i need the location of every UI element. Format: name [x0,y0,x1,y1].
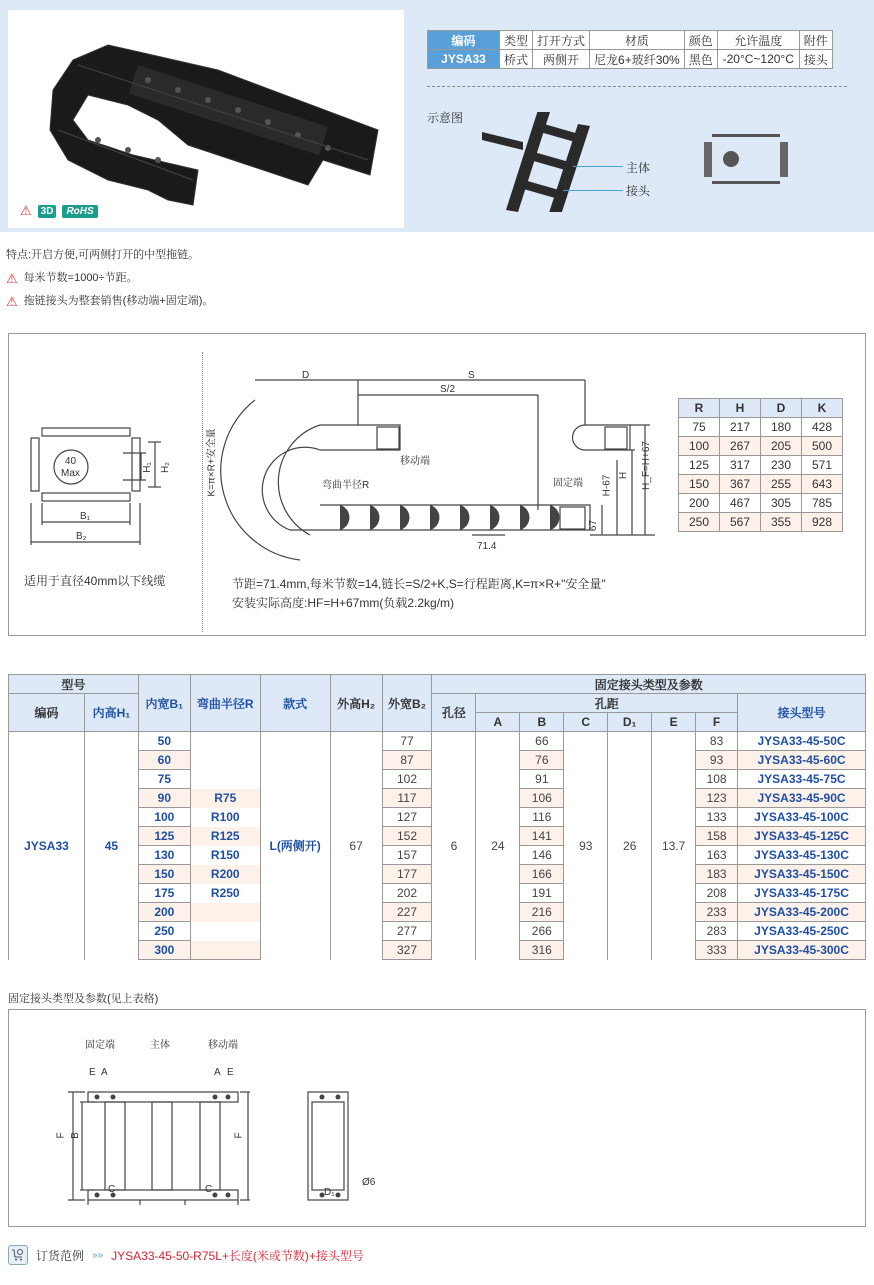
schematic-label: 示意图 [427,111,464,125]
a-label-right: A [214,1067,221,1078]
arrows-icon: »» [92,1249,104,1261]
callout-body: 主体 [626,161,651,175]
warning-icon: ⚠ [6,271,18,286]
spec-type: 桥式 [500,50,533,69]
h-label: H [618,471,630,480]
callout-joint: 接头 [626,184,651,198]
table-row: 60 87 76 93 JYSA33-45-60C [9,751,866,770]
header-model: 型号 [9,675,139,694]
header-f: F [696,713,738,732]
d1-label: D₁ [324,1187,335,1198]
col-d: D [761,399,802,418]
callout-line-joint [563,190,623,191]
warning-note: 每米节数=1000÷节距。 [23,272,138,284]
e-label-left: E [89,1067,96,1078]
cell-outer-height: 67 [330,732,382,960]
formula-line-1: 节距=71.4mm,每米节数=14,链长=S/2+K,S=行程距离,K=π×R+"安全量" [232,577,606,591]
moving-end-label: 移动端 [400,456,430,467]
callout-line-body [573,166,623,167]
table-row: 200 467 305 785 [679,494,843,513]
header-inner-height: 内高H₁ [84,694,138,732]
spec-header-material: 材质 [590,31,685,50]
cable-note: 适用于直径40mm以下线缆 [24,574,166,588]
feature-note: 特点:开启方便,可两侧打开的中型拖链。 [6,249,200,261]
header-bend-radius: 弯曲半径R [190,675,260,732]
header-a: A [476,713,520,732]
fixed-joint-caption: 固定接头类型及参数(见上表格) [8,993,159,1005]
spec-header-open: 打开方式 [533,31,590,50]
spec-header-type: 类型 [500,31,533,50]
warning-icon: ⚠ [20,203,32,218]
header-outer-width: 外宽B₂ [382,675,432,732]
cable-circle-label: 40 Max [61,456,80,479]
header-inner-width: 内宽B₁ [138,675,190,732]
header-b: B [520,713,564,732]
h-67-label: H-67 [601,474,613,497]
product-badges [20,203,98,219]
h2-label: H₂ [160,461,172,474]
spec-header-code: 编码 [428,31,500,50]
col-k: K [802,399,843,418]
header-e: E [652,713,696,732]
product-photo [8,10,404,228]
moving-end-label: 移动端 [208,1040,238,1051]
hole-diameter-label: Ø6 [362,1177,376,1188]
3d-badge[interactable]: 3D [38,205,57,218]
b-label: B [69,1132,81,1139]
d-dim-label: D [302,370,310,381]
header-fixed-joint: 固定接头类型及参数 [432,675,866,694]
order-code: JYSA33-45-50-R75L+长度(米或节数)+接头型号 [111,1248,364,1263]
cart-icon[interactable] [8,1245,28,1265]
side-view-drawing [220,370,660,565]
b2-label: B₂ [76,531,87,542]
drag-chain-image [8,10,404,228]
col-h: H [720,399,761,418]
main-spec-table [8,674,866,960]
rohs-badge: RoHS [62,205,97,218]
notes [6,244,213,313]
cell-style: L(两侧开) [260,732,330,960]
cell-hole-diameter: 6 [432,732,476,960]
header-c: C [564,713,608,732]
table-row: 200 227 216 233 JYSA33-45-200C [9,903,866,922]
bend-radius-label: 弯曲半径R [322,480,370,491]
spec-header-temp: 允许温度 [717,31,799,50]
table-row: 100 267 205 500 [679,437,843,456]
table-row: JYSA33 45 50 L(两侧开) 67 77 6 24 66 93 26 13.7 83 JYSA33-45-50C [9,732,866,751]
table-row: 130 R150 157 146 163 JYSA33-45-130C [9,846,866,865]
table-row: 150 R200 177 166 183 JYSA33-45-150C [9,865,866,884]
c-label-right: C [205,1184,213,1195]
f-label-left: F [55,1132,67,1139]
k-dim-label: K=π×R+安全量 [206,428,218,497]
header-hole-diameter: 孔径 [432,694,476,732]
c-label-left: C [108,1184,116,1195]
spec-accessory: 接头 [799,50,832,69]
col-r: R [679,399,720,418]
cross-section-image [704,134,794,186]
rhdk-table [678,398,843,532]
spec-color: 黑色 [684,50,717,69]
order-label: 订货范例 [36,1248,85,1263]
schematic-chain-image [478,112,628,212]
spec-table [427,30,833,69]
table-row: 100 R100 127 116 133 JYSA33-45-100C [9,808,866,827]
pitch-label: 71.4 [477,541,497,552]
hf-label: H_F=H+67 [640,441,652,490]
table-row: 150 367 255 643 [679,475,843,494]
formula-text [232,575,606,613]
fixed-end-label: 固定端 [85,1040,115,1051]
header-outer-height: 外高H₂ [330,675,382,732]
s-half-dim-label: S/2 [440,384,456,395]
table-row: 250 567 355 928 [679,513,843,532]
table-row: 300 327 316 333 JYSA33-45-300C [9,941,866,960]
order-example [8,1245,364,1265]
s-dim-label: S [468,370,475,381]
spec-temp: -20°C~120°C [717,50,799,69]
spec-header-color: 颜色 [684,31,717,50]
header-d1: D₁ [608,713,652,732]
body-label: 主体 [150,1040,170,1051]
spec-material: 尼龙6+玻纤30% [590,50,685,69]
table-row: 250 277 266 283 JYSA33-45-250C [9,922,866,941]
header-code: 编码 [9,694,85,732]
h1-label: H₁ [141,462,153,473]
f-label-right: F [233,1132,245,1139]
header-hole-pitch: 孔距 [476,694,738,713]
spec-code: JYSA33 [428,50,500,69]
cell-code: JYSA33 [9,732,85,960]
warning-note: 拖链接头为整套销售(移动端+固定端)。 [23,295,214,307]
formula-line-2: 安装实际高度:HF=H+67mm(负载2.2kg/m) [232,596,455,610]
table-row: 90 R75 117 106 123 JYSA33-45-90C [9,789,866,808]
cell-d1: 26 [608,732,652,960]
cell-e: 13.7 [652,732,696,960]
table-row: 75 217 180 428 [679,418,843,437]
cell-c: 93 [564,732,608,960]
67-dim-label: 67 [588,519,600,532]
header-joint-model: 接头型号 [738,694,866,732]
cross-section-drawing [28,425,178,550]
a-label-left: A [101,1067,108,1078]
table-row: 125 R125 152 141 158 JYSA33-45-125C [9,827,866,846]
spec-header-accessory: 附件 [799,31,832,50]
spec-open: 两侧开 [533,50,590,69]
fixed-end-label: 固定端 [553,478,583,489]
divider [427,86,847,87]
cell-inner-height: 45 [84,732,138,960]
e-label-right: E [227,1067,234,1078]
table-row: 75 102 91 108 JYSA33-45-75C [9,770,866,789]
b1-label: B₁ [80,511,91,522]
table-row: 175 R250 202 191 208 JYSA33-45-175C [9,884,866,903]
warning-icon: ⚠ [6,294,18,309]
table-row: 125 317 230 571 [679,456,843,475]
header-style: 款式 [260,675,330,732]
cell-a: 24 [476,732,520,960]
